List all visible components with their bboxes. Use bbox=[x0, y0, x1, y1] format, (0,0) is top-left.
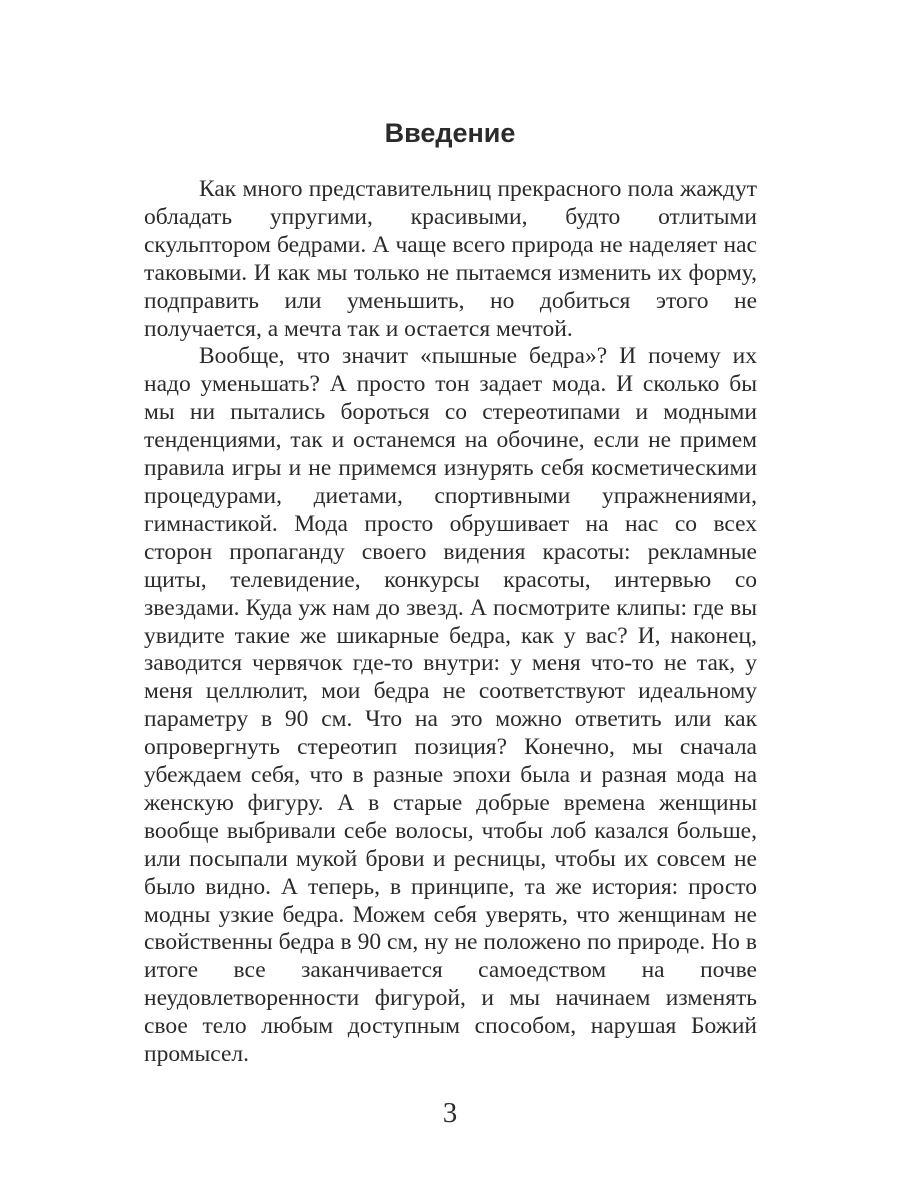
chapter-body bbox=[144, 176, 757, 1069]
paragraph-1: Как много представительниц прекрасного пола жаждут обладать упругими, красивыми, будто отлитыми скульптором бедрами. А чаще всего природа не наделяет нас таковыми. И как мы только не пытаемся изменить их форму, подправить или уменьшить, но добиться этого не получается, а мечта так и остается мечтой. bbox=[144, 176, 757, 342]
paragraph-2: Вообще, что значит «пышные бедра»? И почему их надо уменьшать? А просто тон задает мода. И сколько бы мы ни пытались бороться со стереотипами и модными тенденциями, так и останемся на обочине, если не примем правила игры и не примемся изнурять себя косметическими процедурами, диетами, спортивными упражнениями, гимнастикой. Мода просто обрушивает на нас со всех сторон пропаганду своего видения красоты: рекламные щиты, телевидение, конкурсы красоты, интервью со звездами. Куда уж нам до звезд. А посмотрите клипы: где вы увидите такие же шикарные бедра, как у вас? И, наконец, заводится червячок где-то внутри: у меня что-то не так, у меня целлюлит, мои бедра не соответствуют идеальному параметру в 90 см. Что на это можно ответить или как опровергнуть стереотип позиция? Конечно, мы сначала убеждаем себя, что в разные эпохи была и разная мода на женскую фигуру. А в старые добрые времена женщины вообще выбривали себе волосы, чтобы лоб казался больше, или посыпали мукой брови и ресницы, чтобы их совсем не было видно. А теперь, в принципе, та же история: просто модны узкие бедра. Можем себя уверять, что женщинам не свойственны бедра в 90 см, ну не положено по природе. Но в итоге все заканчивается самоедством на почве неудовлетворенности фигурой, и мы начинаем изменять свое тело любым доступным способом, нарушая Божий промысел. bbox=[144, 343, 757, 1068]
chapter-title: Введение bbox=[384, 118, 516, 148]
page-number: 3 bbox=[442, 1097, 458, 1129]
